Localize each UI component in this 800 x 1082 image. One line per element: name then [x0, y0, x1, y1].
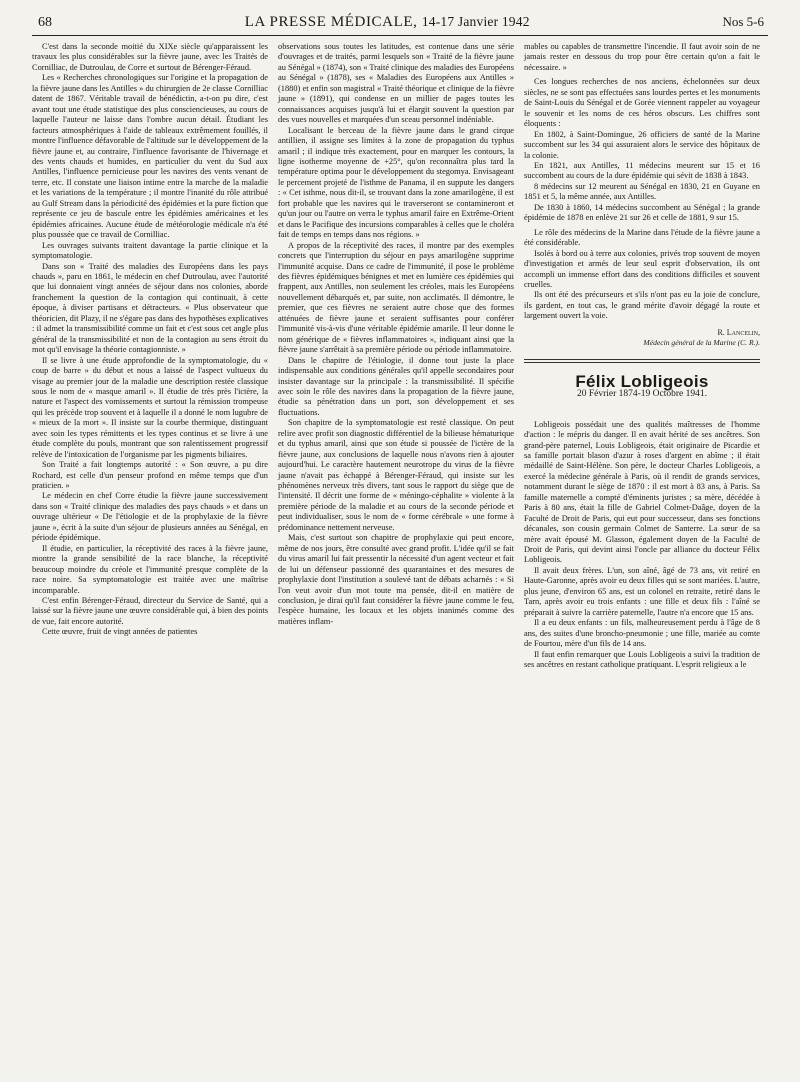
paragraph: Cette œuvre, fruit de vingt années de patientes — [42, 627, 198, 637]
journal-title — [245, 14, 530, 31]
paragraph: Localisant le berceau de la fièvre jaune dans le grand cirque antillien, il assigne ses limites à la zone de propagation du typhus amaril ; il indique très exactement, pour en marquer les contours, la ligne isotherme moyenne de +25°, qu'on reconnaîtra plus tard la température optima pour le développement du stegomya. Envisageant le percement projeté de l'isthme de Panama, il en suppute les dangers : « Cet isthme, nous dit-il, se trouvant dans la zone amarilogène, il est fort probable que les navires qui le traverseront se contamineront et qu'un jour ou l'autre on verra le typhus amaril faire en Extrême-Orient et dans le Pacifique des incursions comparables à celles que le choléra fait de temps en temps dans nos régions. » — [278, 125, 514, 240]
paragraph: Il faut enfin remarquer que Louis Lobligeois a suivi la tradition de ses ancêtres en restant catholique pratiquant. L'esprit religieux a le — [524, 649, 760, 670]
paragraph: Ces longues recherches de nos anciens, échelonnées sur deux siècles, ne se sont pas effectuées sans lourdes pertes et les monuments de Saint-Louis du Sénégal et de Gorée viennent rappeler au voyageur le souvenir et les noms de ces héros obscurs. Les chiffres sont éloquents : — [524, 77, 760, 129]
running-header — [32, 14, 768, 36]
signature-block — [524, 328, 760, 349]
paragraph: Le médecin en chef Corre étudie la fièvre jaune successivement dans son « Traité clinique des maladies des pays chauds » et dans un ouvrage ultérieur « De l'étiologie et de la prophylaxie de la fièvre jaune », écrit à la suite d'un séjour de plusieurs années au Sénégal, en période épidémique. — [32, 491, 268, 543]
paragraph: Il avait deux frères. L'un, son aîné, âgé de 73 ans, vit retiré en Haute-Garonne, après avoir eu deux filles qui se sont mariées. L'autre, plus jeune, d'environ 65 ans, est un colonel en retraite, retiré dans le Tarn, après avoir eu trois enfants : une fille et deux fils : l'aîné se préparait à suivre la carrière paternelle, l'autre n'a encore que 15 ans. — [524, 565, 760, 617]
article-columns — [32, 42, 768, 670]
section-divider — [524, 362, 760, 363]
paragraph: De 1830 à 1860, 14 médecins succombent au Sénégal ; la grande épidémie de 1878 en enlève 21 sur 26 et celle de 1881, 9 sur 15. — [524, 202, 760, 223]
paragraph: Il se livre à une étude approfondie de la symptomatologie, du « coup de barre » du début et nous a laissé de l'aspect vultueux du visage au premier jour de la maladie une description restée classique sous le nom de « masque amaril ». Il étudie de très près l'ictère, la nature et l'aspect des vomissements et surtout la rémission trompeuse qui les précède trop souvent et à laquelle il a donné le nom lugubre de « mieux de la mort ». Il insiste sur la courbe thermique, distinguant avec soin les types rémittents et les types continus et se livre à une étude complète du pouls, montrant que son ralentissement progressif relève de l'intoxication de l'organisme par les pigments biliaires. — [32, 355, 268, 459]
paragraph: En 1821, aux Antilles, 11 médecins meurent sur 15 et 16 succombent au cours de la dure épidémie qui sévit de 1838 à 1843. — [524, 160, 760, 181]
column-2 — [278, 42, 514, 670]
paragraph: mables ou capables de transmettre l'incendie. Il faut avoir soin de ne jamais rester en dessous du trop pour être certain qu'on a fait le nécessaire. » — [524, 42, 760, 72]
paragraph: Lobligeois possédait une des qualités maîtresses de l'homme d'action : le mépris du danger. Il en avait hérité de ses ancêtres. Son grand-père paternel, Louis Lobligeois, était originaire de Picardie et sa famille portait blason d'azur à roses d'argent en abîme ; il était médaillé de Saint-Hélène. Son père, le docteur Charles Lobligeois, a exercé la médecine générale à Paris, où il rendit de grands services, notamment durant le siège de 1870 : il est mort à 83 ans, à Paris. Sa famille maternelle a compté d'éminents juristes ; sa mère, décédée à Paris à 80 ans, était la fille de Gabriel Colmet-Daâge, doyen de la Faculté de Droit de Paris, qui eut pour successeur, dans ses fonctions décanales, son cousin germain Colmet de Santerre. La sœur de sa mère avait épousé M. Glasson, également doyen de la Faculté de Droit de Paris, qui devint ainsi l'oncle par alliance du docteur Félix Lobligeois. — [524, 419, 760, 565]
paragraph: Il étudie, en particulier, la réceptivité des races à la fièvre jaune, montre la grande sensibilité de la race blanche, la réceptivité beaucoup moindre du créole et l'immunité presque complète de la race noire. Sa symptomatologie est traitée avec une maîtrise incomparable. — [32, 543, 268, 595]
paragraph: Son chapitre de la symptomatologie est resté classique. On peut relire avec profit son diagnostic différentiel de la bilieuse hématurique et du typhus amaril, ainsi que son étude si poussée de l'ictère de la fièvre jaune, aux conclusions de laquelle nous n'avons rien à ajouter aujourd'hui. Le caractère hautement neurotrope du virus de la fièvre jaune n'avait pas échappé à Bérenger-Féraud, qui insiste sur les phénomènes nerveux très divers, tant sous le rapport du siège que de l'intensité. Il décrit une forme de « méningo-céphalite » violente à la première période de la maladie et au cours de la seconde période et peut individualiser, sous le nom de « forme cérébrale » une forme à prédominance nettement nerveuse. — [278, 418, 514, 532]
paragraph: Dans le chapitre de l'étiologie, il donne tout juste la place indispensable aux conditions générales qu'il appelle secondaires pour insister davantage sur la principale : la transmissibilité. Il spécifie avec soin le rôle des navires dans la propagation de la fièvre jaune, étudie sa pénétration dans un port, son développement et ses fluctuations. — [278, 355, 514, 417]
section-divider — [524, 359, 760, 360]
paragraph: A propos de la réceptivité des races, il montre par des exemples concrets que l'interruption du séjour en pays amarilogène supprime l'immunité acquise. Dans ce cadre de l'immunité, il pose le problème des fièvres épidémiques bénignes et met en lumière ces épidémies qui frappent, aux Antilles, non seulement les créoles, mais les Européens nouvellement débarqués et, par suite, non acclimatés. Il démontre, le premier, que ces fièvres ne seraient autre chose que des formes atténuées de fièvre jaune et seraient suffisantes pour conférer l'immunité vis-à-vis d'une véritable épidémie amarile. Il leur donne le nom générique de « fièvres inflammatoires », indiquant ainsi que la fièvre jaune s'arrêtait à sa première période ou période inflammatoire. — [278, 240, 514, 355]
paragraph: C'est dans la seconde moitié du XIXe siècle qu'apparaissent les travaux les plus considérables sur la fièvre jaune, avec les Traités de Cornilliac, de Dutroulau, de Corre et surtout de Bérenger-Féraud. — [32, 42, 268, 72]
paragraph: Il a eu deux enfants : un fils, malheureusement perdu à l'âge de 8 ans, des suites d'une broncho-pneumonie ; une fille, mariée au comte de Fourtou, mère d'un fils de 14 ans. — [524, 618, 760, 649]
paragraph: observations sous toutes les latitudes, est contenue dans une série d'ouvrages et de traités, parmi lesquels son « Traité de la fièvre jaune au Sénégal » (1874), son « Traité clinique des maladies des Européens au Sénégal » (1878), ses « Maladies des Européens aux Antilles » (1880) et enfin son magistral « Traité théorique et clinique de la fièvre jaune » (1891), qui condense en un millier de pages toutes les connaissances acquises jusqu'à lui et élargit souvent la question par des vues nouvelles et marquées d'un sceau personnel indéniable. — [278, 42, 514, 125]
paragraph: En 1802, à Saint-Domingue, 26 officiers de santé de la Marine succombent sur les 34 qui assuraient alors le service des hôpitaux de la colonie. — [524, 129, 760, 160]
obituary-title: Félix Lobligeois — [575, 371, 709, 391]
signature-name: R. Lancelin, — [717, 327, 760, 337]
column-1 — [32, 42, 268, 670]
paragraph: Les « Recherches chronologiques sur l'origine et la propagation de la fièvre jaune dans les Antilles » du chirurgien de 2e classe Cornilliac datent de 1867. Véritable travail de bénédictin, a-t-on pu dire, c'est avant tout une étude statistique des plus consciencieuses, au cours de laquelle l'auteur ne laisse dans l'ombre aucun détail. Étudiant les facteurs atmosphériques à l'aide de tableaux extrêmement fouillés, il montre l'influence défavorable de l'altitude sur le développement de la fièvre jaune et, au contraire, l'influence favorisante de l'hivernage et des vents chauds et humides, en particulier du vent du Sud aux Antilles, l'influence pernicieuse pour les navires des vents venant de terre, etc. Il constate une liaison intime entre la marche de la maladie et les variations de la température ; il montre l'inanité du rôle attribué au Gulf Stream dans la périodicité des épidémies et la pure fiction que représente ce jeu de bascule entre les épidémies américaines et les épidémies africaines. Aucune étude de météorologie médicale n'a été plus poussée que ce travail de Cornilliac. — [32, 73, 268, 240]
issue-date: 14-17 Janvier 1942 — [421, 14, 530, 29]
paragraph: Dans son « Traité des maladies des Européens dans les pays chauds », paru en 1861, le médecin en chef Dutroulau, avec l'autorité que lui donnaient vingt années de séjour dans nos colonies, aborde franchement la question de la contagion qui continuait, à cette époque, à diviser partisans et détracteurs. « Plus observateur que théoricien, dit Plazy, il ne s'égare pas dans des hypothèses explicatives : il admet la transmissibilité comme un fait et c'est sous cet angle plus général de la transmissibilité et non de la contagion au sens étroit du mot qu'il envisage la théorie contagionniste. » — [32, 261, 268, 355]
paragraph: 8 médecins sur 12 meurent au Sénégal en 1830, 21 en Guyane en 1851 et 5, la même année, aux Antilles. — [524, 181, 760, 202]
obituary-dates: 20 Février 1874-19 Octobre 1941. — [576, 389, 708, 400]
page-number: 68 — [38, 15, 52, 30]
issue-number: Nos 5-6 — [722, 14, 764, 29]
paragraph: Mais, c'est surtout son chapitre de prophylaxie qui peut encore, même de nos jours, être consulté avec grand profit. L'idée qu'il se fait du virus amaril lui fait pressentir la nécessité d'un agent vecteur et fait de lui un défenseur passionné des quarantaines et des mesures de prophylaxie dont l'institution a soulevé tant de débats acharnés : « Si l'on veut avoir d'un mot toute ma pensée, dit-il en matière de conclusion, je dirai qu'il faut considérer la fièvre jaune comme le feu, l'espèce humaine, les locaux et les objets inanimés comme des matières inflam- — [278, 533, 514, 626]
signature-role: Médecin général de la Marine (C. R.). — [643, 338, 760, 348]
paragraph: Son Traité a fait longtemps autorité : « Son œuvre, a pu dire Rochard, est celle d'un penseur profond en même temps que d'un praticien. » — [32, 460, 268, 491]
paragraph: Ils ont été des précurseurs et s'ils n'ont pas eu la joie de conclure, ils gardent, en tout cas, le grand mérite d'avoir dégagé la route et largement ouvert la voie. — [524, 290, 760, 321]
paragraph: C'est enfin Bérenger-Féraud, directeur du Service de Santé, qui a laissé sur la fièvre jaune une œuvre considérable qui, à bien des points de vue, fait encore autorité. — [32, 596, 268, 626]
paragraph: Le rôle des médecins de la Marine dans l'étude de la fièvre jaune a été considérable. — [524, 227, 760, 248]
column-3 — [524, 42, 760, 670]
paragraph: Isolés à bord ou à terre aux colonies, privés trop souvent de moyen d'investigation et armés de leur seul esprit d'observation, ils ont accompli un immense effort dans des conditions difficiles et souvent cruelles. — [524, 248, 760, 289]
journal-name: LA PRESSE MÉDICALE, — [244, 14, 418, 30]
paragraph: Les ouvrages suivants traitent davantage la partie clinique et la symptomatologie. — [32, 240, 268, 261]
